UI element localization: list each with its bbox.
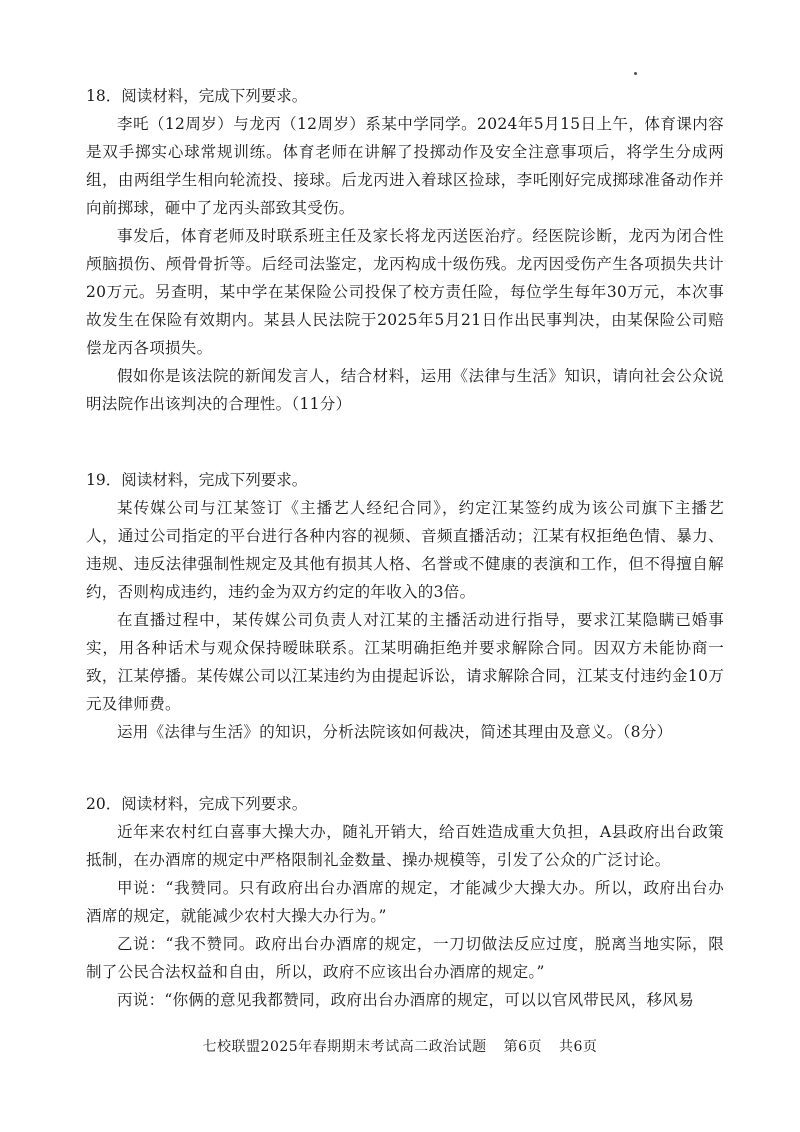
question-18-prompt: 假如你是该法院的新闻发言人，结合材料，运用《法律与生活》知识，请向社会公众说明法院作出该判决的合理性。（11分）	[86, 367, 724, 413]
question-19-prompt: 运用《法律与生活》的知识，分析法院该如何裁决，简述其理由及意义。（8分）	[117, 723, 673, 741]
question-18	[86, 82, 724, 418]
question-20-title: 20．阅读材料，完成下列要求。	[86, 795, 308, 813]
question-18-title: 18．阅读材料，完成下列要求。	[86, 87, 308, 105]
question-18-material-2: 事发后，体育老师及时联系班主任及家长将龙丙送医治疗。经医院诊断，龙丙为闭合性颅脑损伤、颅骨骨折等。后经司法鉴定，龙丙构成十级伤残。龙丙因受伤产生各项损失共计20万元。另查明，某中学在某保险公司投保了校方责任险，每位学生每年30万元，本次事故发生在保险有效期内。某县人民法院于2025年5月21日作出民事判决，由某保险公司赔偿龙丙各项损失。	[86, 227, 724, 357]
footer-page-number: 第6页	[503, 1039, 543, 1055]
question-19	[86, 466, 724, 746]
question-20-opinion-yi: 乙说：“我不赞同。政府出台办酒席的规定，一刀切做法反应过度，脱离当地实际，限制了公民合法权益和自由，所以，政府不应该出台办酒席的规定。”	[86, 935, 724, 981]
scan-speck	[634, 72, 637, 75]
page-footer	[0, 1036, 800, 1056]
question-18-material-1: 李吒（12周岁）与龙丙（12周岁）系某中学同学。2024年5月15日上午，体育课内容是双手掷实心球常规训练。体育老师在讲解了投掷动作及安全注意事项后，将学生分成两组，由两组学生相向轮流投、接球。后龙丙进入着球区捡球，李吒刚好完成掷球准备动作并向前掷球，砸中了龙丙头部致其受伤。	[86, 115, 724, 217]
question-19-material-2: 在直播过程中，某传媒公司负责人对江某的主播活动进行指导，要求江某隐瞒已婚事实，用各种话术与观众保持暧昧联系。江某明确拒绝并要求解除合同。因双方未能协商一致，江某停播。某传媒公司以江某违约为由提起诉讼，请求解除合同，江某支付违约金10万元及律师费。	[86, 611, 724, 713]
footer-exam-title: 七校联盟2025年春期期末考试高二政治试题	[202, 1039, 487, 1055]
question-20-opinion-bing: 丙说：“你俩的意见我都赞同，政府出台办酒席的规定，可以以官风带民风，移风易	[117, 991, 695, 1009]
question-19-material-1: 某传媒公司与江某签订《主播艺人经纪合同》，约定江某签约成为该公司旗下主播艺人，通过公司指定的平台进行各种内容的视频、音频直播活动；江某有权拒绝色情、暴力、违规、违反法律强制性规定及其他有损其人格、名誉或不健康的表演和工作，但不得擅自解约，否则构成违约，违约金为双方约定的年收入的3倍。	[86, 499, 724, 601]
question-20-opinion-jia: 甲说：“我赞同。只有政府出台办酒席的规定，才能减少大操大办。所以，政府出台办酒席的规定，就能减少农村大操大办行为。”	[86, 879, 724, 925]
question-19-title: 19．阅读材料，完成下列要求。	[86, 471, 308, 489]
question-20-material-1: 近年来农村红白喜事大操大办，随礼开销大，给百姓造成重大负担，A县政府出台政策抵制，在办酒席的规定中严格限制礼金数量、操办规模等，引发了公众的广泛讨论。	[86, 823, 724, 869]
footer-total-pages: 共6页	[559, 1039, 598, 1055]
question-20	[86, 790, 724, 1014]
